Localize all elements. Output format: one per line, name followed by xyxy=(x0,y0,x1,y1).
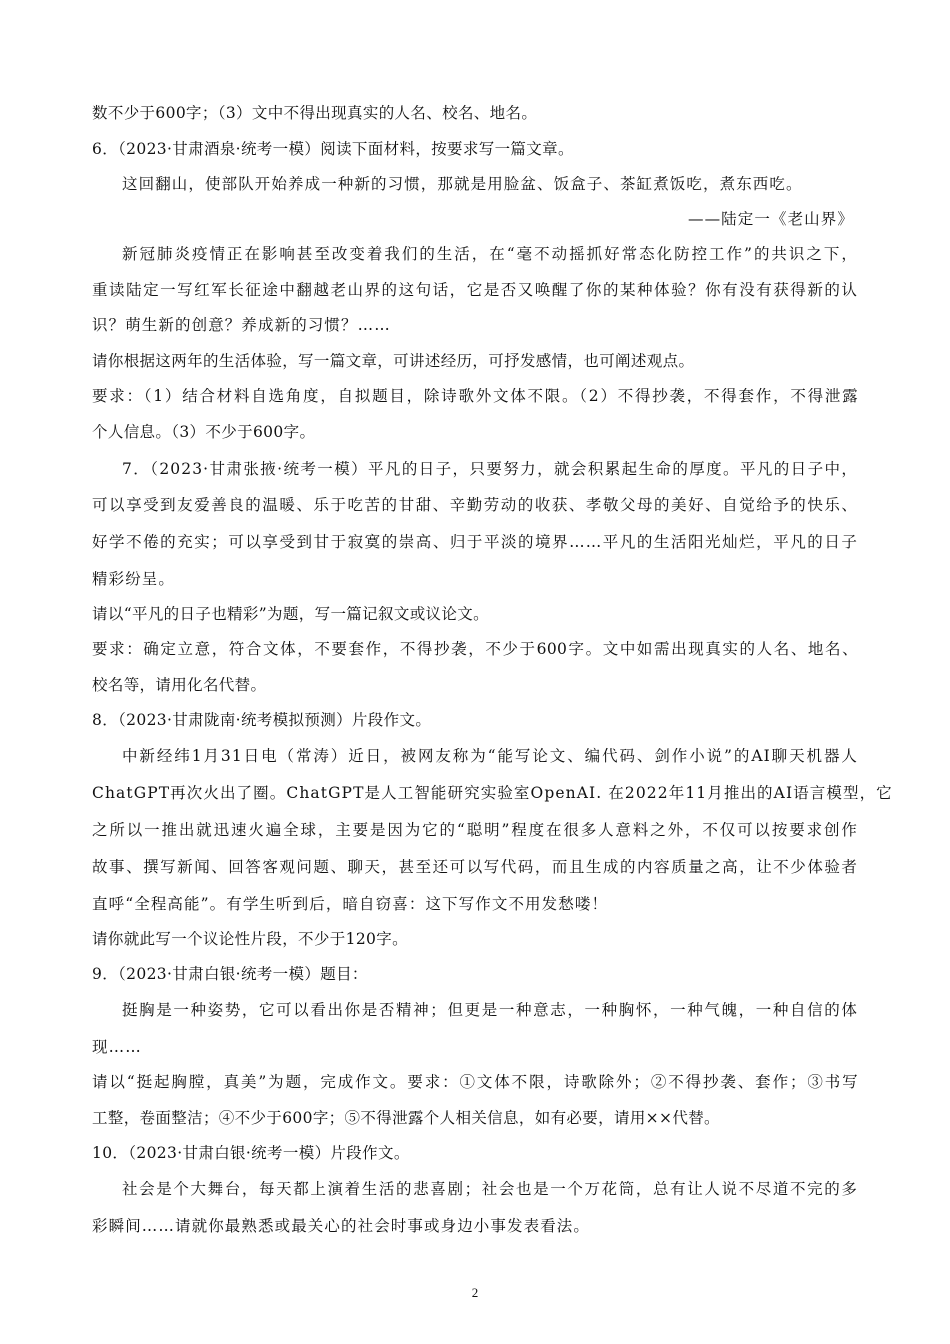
text-line: 要求：（1）结合材料自选角度，自拟题目，除诗歌外文体不限。（2）不得抄袭，不得套作，不得泄露 xyxy=(92,387,858,405)
text-line: 现…… xyxy=(92,1038,142,1056)
text-line: 请你根据这两年的生活体验，写一篇文章，可讲述经历，可抒发感情，也可阐述观点。 xyxy=(92,352,695,370)
text-line: 请以“平凡的日子也精彩”为题，写一篇记叙文或议论文。 xyxy=(92,605,489,623)
material-quote: 这回翻山，使部队开始养成一种新的习惯，那就是用脸盆、饭盒子、茶缸煮饭吃，煮东西吃。 xyxy=(122,175,803,193)
text-line: 校名等，请用化名代替。 xyxy=(92,676,267,694)
text-line: 社会是个大舞台，每天都上演着生活的悲喜剧；社会也是一个万花筒，总有让人说不尽道不完的多 xyxy=(122,1180,858,1198)
text-line: 精彩纷呈。 xyxy=(92,570,176,588)
question-6-heading: 6．（2023·甘肃酒泉·统考一模）阅读下面材料，按要求写一篇文章。 xyxy=(92,140,574,158)
text-line: 工整，卷面整洁；④不少于600字；⑤不得泄露个人相关信息，如有必要，请用××代替。 xyxy=(92,1109,720,1127)
text-line: 请以“挺起胸膛，真美”为题，完成作文。要求：①文体不限，诗歌除外；②不得抄袭、套作；③书写 xyxy=(92,1073,858,1091)
text-line: ChatGPT再次火出了圈。ChatGPT是人工智能研究实验室OpenAI. 在2022年11月推出的AI语言模型，它 xyxy=(92,784,893,802)
text-line: 识？萌生新的创意？养成新的习惯？…… xyxy=(92,316,391,334)
text-line: 重读陆定一写红军长征途中翻越老山界的这句话，它是否又唤醒了你的某种体验？你有没有获得新的认 xyxy=(92,281,858,299)
question-7-heading: 7．（2023·甘肃张掖·统考一模）平凡的日子，只要努力，就会积累起生命的厚度。平凡的日子中， xyxy=(122,460,858,478)
text-line: 好学不倦的充实；可以享受到甘于寂寞的崇高、归于平淡的境界……平凡的生活阳光灿烂，平凡的日子 xyxy=(92,533,858,551)
question-8-heading: 8．（2023·甘肃陇南·统考模拟预测）片段作文。 xyxy=(92,711,432,729)
text-line: 之所以一推出就迅速火遍全球，主要是因为它的“聪明”程度在很多人意料之外，不仅可以按要求创作 xyxy=(92,821,858,839)
text-line: 个人信息。（3）不少于600字。 xyxy=(92,423,316,441)
text-line: 新冠肺炎疫情正在影响甚至改变着我们的生活，在“毫不动摇抓好常态化防控工作”的共识之下， xyxy=(122,245,858,263)
text-line: 挺胸是一种姿势，它可以看出你是否精神；但更是一种意志，一种胸怀，一种气魄，一种自信的体 xyxy=(122,1001,858,1019)
text-line: 直呼“全程高能”。有学生听到后，暗自窃喜：这下写作文不用发愁喽！ xyxy=(92,895,609,913)
text-line: 可以享受到友爱善良的温暖、乐于吃苦的甘甜、辛勤劳动的收获、孝敬父母的美好、自觉给予的快乐、 xyxy=(92,496,858,514)
question-9-heading: 9．（2023·甘肃白银·统考一模）题目： xyxy=(92,965,368,983)
text-line: 故事、撰写新闻、回答客观问题、聊天，甚至还可以写代码，而且生成的内容质量之高，让不少体验者 xyxy=(92,858,858,876)
text-line: 数不少于600字；（3）文中不得出现真实的人名、校名、地名。 xyxy=(92,104,538,122)
question-10-heading: 10．（2023·甘肃白银·统考一模）片段作文。 xyxy=(92,1144,410,1162)
text-line: 彩瞬间……请就你最熟悉或最关心的社会时事或身边小事发表看法。 xyxy=(92,1217,591,1235)
quote-attribution: ——陆定一《老山界》 xyxy=(687,210,854,228)
text-line: 要求：确定立意，符合文体，不要套作，不得抄袭，不少于600字。文中如需出现真实的人名、地名、 xyxy=(92,640,858,658)
text-line: 请你就此写一个议论性片段，不少于120字。 xyxy=(92,930,408,948)
text-line: 中新经纬1月31日电（常涛）近日，被网友称为“能写论文、编代码、剑作小说”的AI聊天机器人 xyxy=(122,747,858,765)
page-number: 2 xyxy=(471,1285,479,1300)
